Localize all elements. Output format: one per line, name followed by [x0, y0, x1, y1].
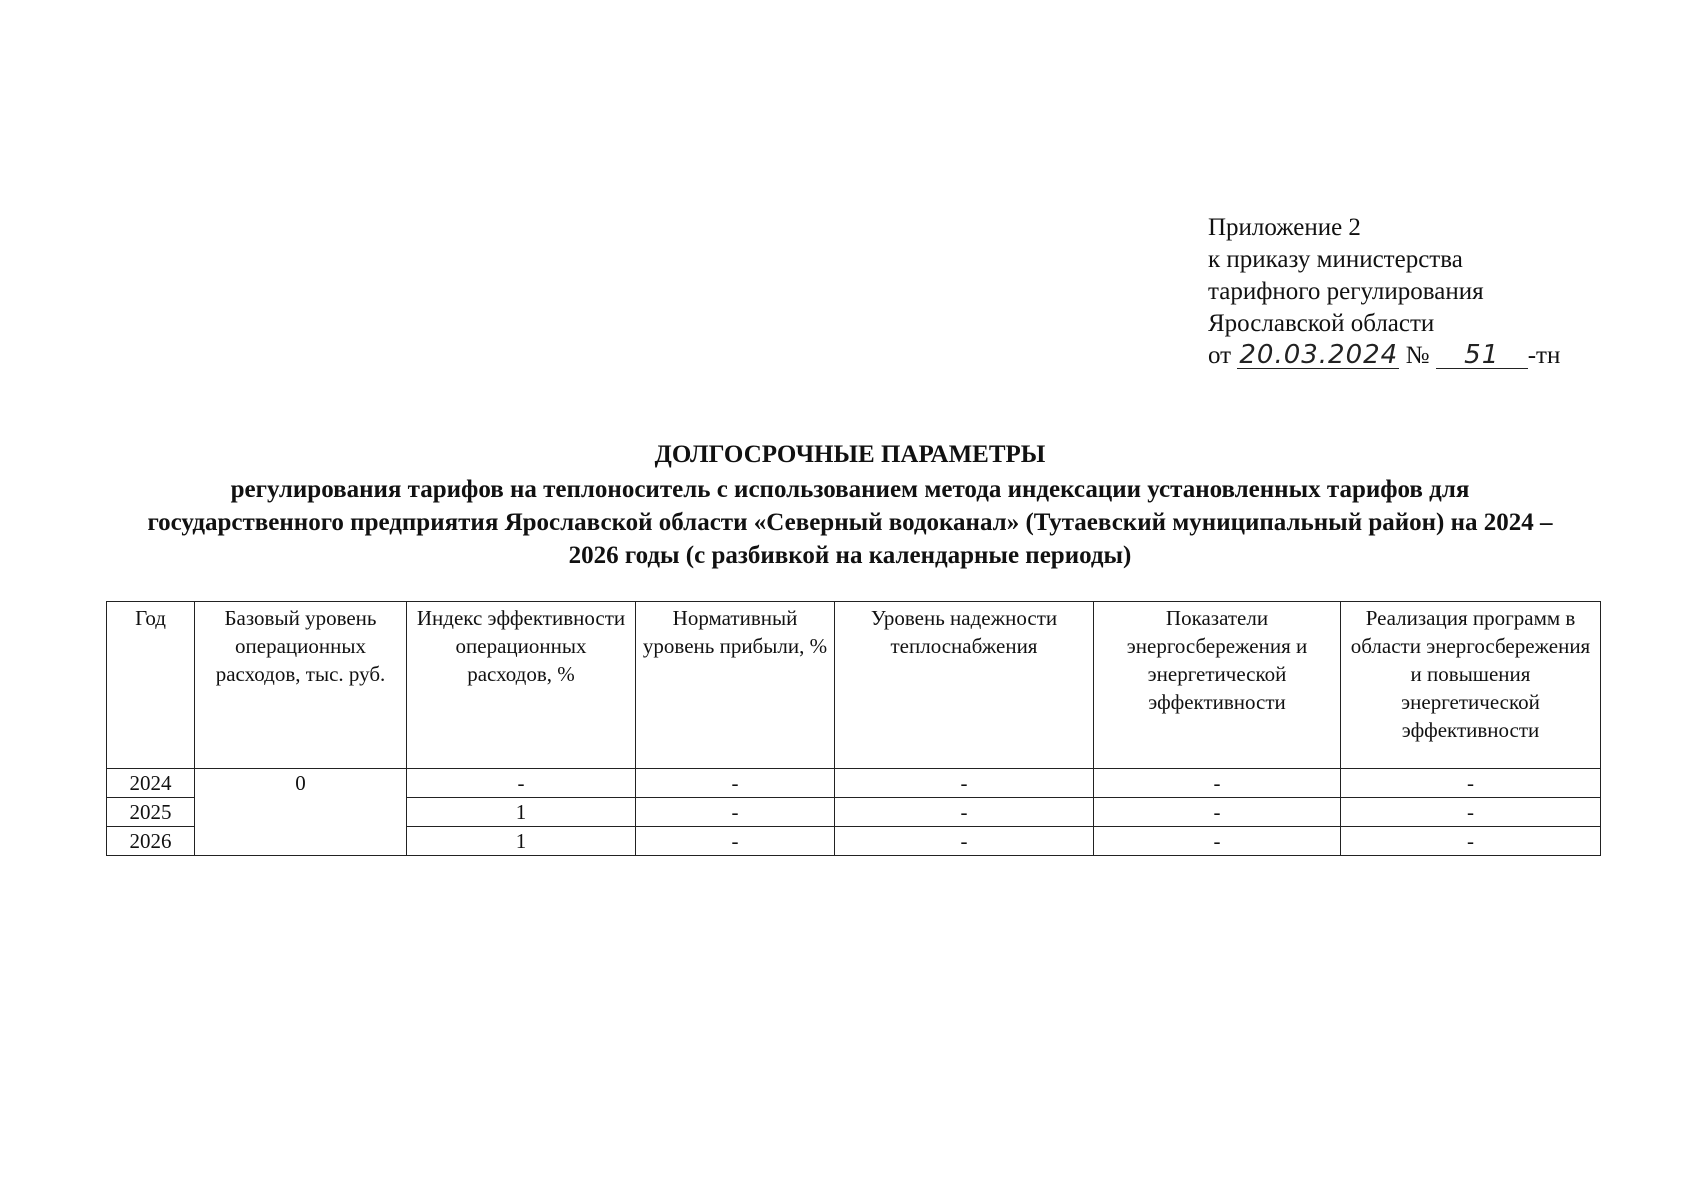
parameters-table [106, 601, 1601, 856]
cell-indicators: - [1094, 827, 1341, 856]
cell-index: - [407, 769, 636, 798]
handwritten-number: 51 [1436, 342, 1528, 369]
cell-programs: - [1341, 798, 1601, 827]
cell-year: 2025 [107, 798, 195, 827]
cell-profit: - [636, 769, 835, 798]
handwritten-date: 20.03.2024 [1239, 340, 1399, 370]
number-sign: № [1405, 342, 1430, 369]
cell-year: 2024 [107, 769, 195, 798]
cell-reliability: - [835, 798, 1094, 827]
table-row [107, 769, 1601, 798]
date-prefix: от [1208, 342, 1232, 369]
number-suffix: -тн [1527, 342, 1561, 369]
header-base-level: Базовый уровень операционных расходов, тыс. руб. [195, 602, 407, 769]
appendix-block [1208, 212, 1560, 372]
cell-profit: - [636, 798, 835, 827]
header-profit-level: Нормативный уровень прибыли, % [636, 602, 835, 769]
appendix-line-2: к приказу министерства [1208, 246, 1463, 273]
cell-indicators: - [1094, 769, 1341, 798]
header-efficiency-index: Индекс эффективности операционных расходов, % [407, 602, 636, 769]
header-year: Год [107, 602, 195, 769]
cell-base-level: 0 [195, 769, 407, 856]
header-energy-indicators: Показатели энергосбережения и энергетической эффективности [1094, 602, 1341, 769]
cell-index: 1 [407, 798, 636, 827]
cell-profit: - [636, 827, 835, 856]
cell-reliability: - [835, 827, 1094, 856]
cell-year: 2026 [107, 827, 195, 856]
header-energy-programs: Реализация программ в области энергосбережения и повышения энергетической эффективности [1341, 602, 1601, 769]
appendix-line-4: Ярославской области [1208, 310, 1435, 337]
table-header-row [107, 602, 1601, 769]
document-subtitle: регулирования тарифов на теплоноситель с использованием метода индексации установленных тарифов для государственного предприятия Ярославской области «Северный водоканал» (Тутаевский муниципальный район) на 2024 – 2026 годы (с разбивкой на календарные периоды) [147, 476, 1553, 569]
cell-programs: - [1341, 769, 1601, 798]
order-date-number-line [1208, 340, 1560, 372]
header-reliability: Уровень надежности теплоснабжения [835, 602, 1094, 769]
cell-programs: - [1341, 827, 1601, 856]
appendix-line-1: Приложение 2 [1208, 214, 1361, 241]
document-title: ДОЛГОСРОЧНЫЕ ПАРАМЕТРЫ [654, 441, 1046, 468]
cell-indicators: - [1094, 798, 1341, 827]
cell-index: 1 [407, 827, 636, 856]
appendix-line-3: тарифного регулирования [1208, 278, 1484, 305]
cell-reliability: - [835, 769, 1094, 798]
